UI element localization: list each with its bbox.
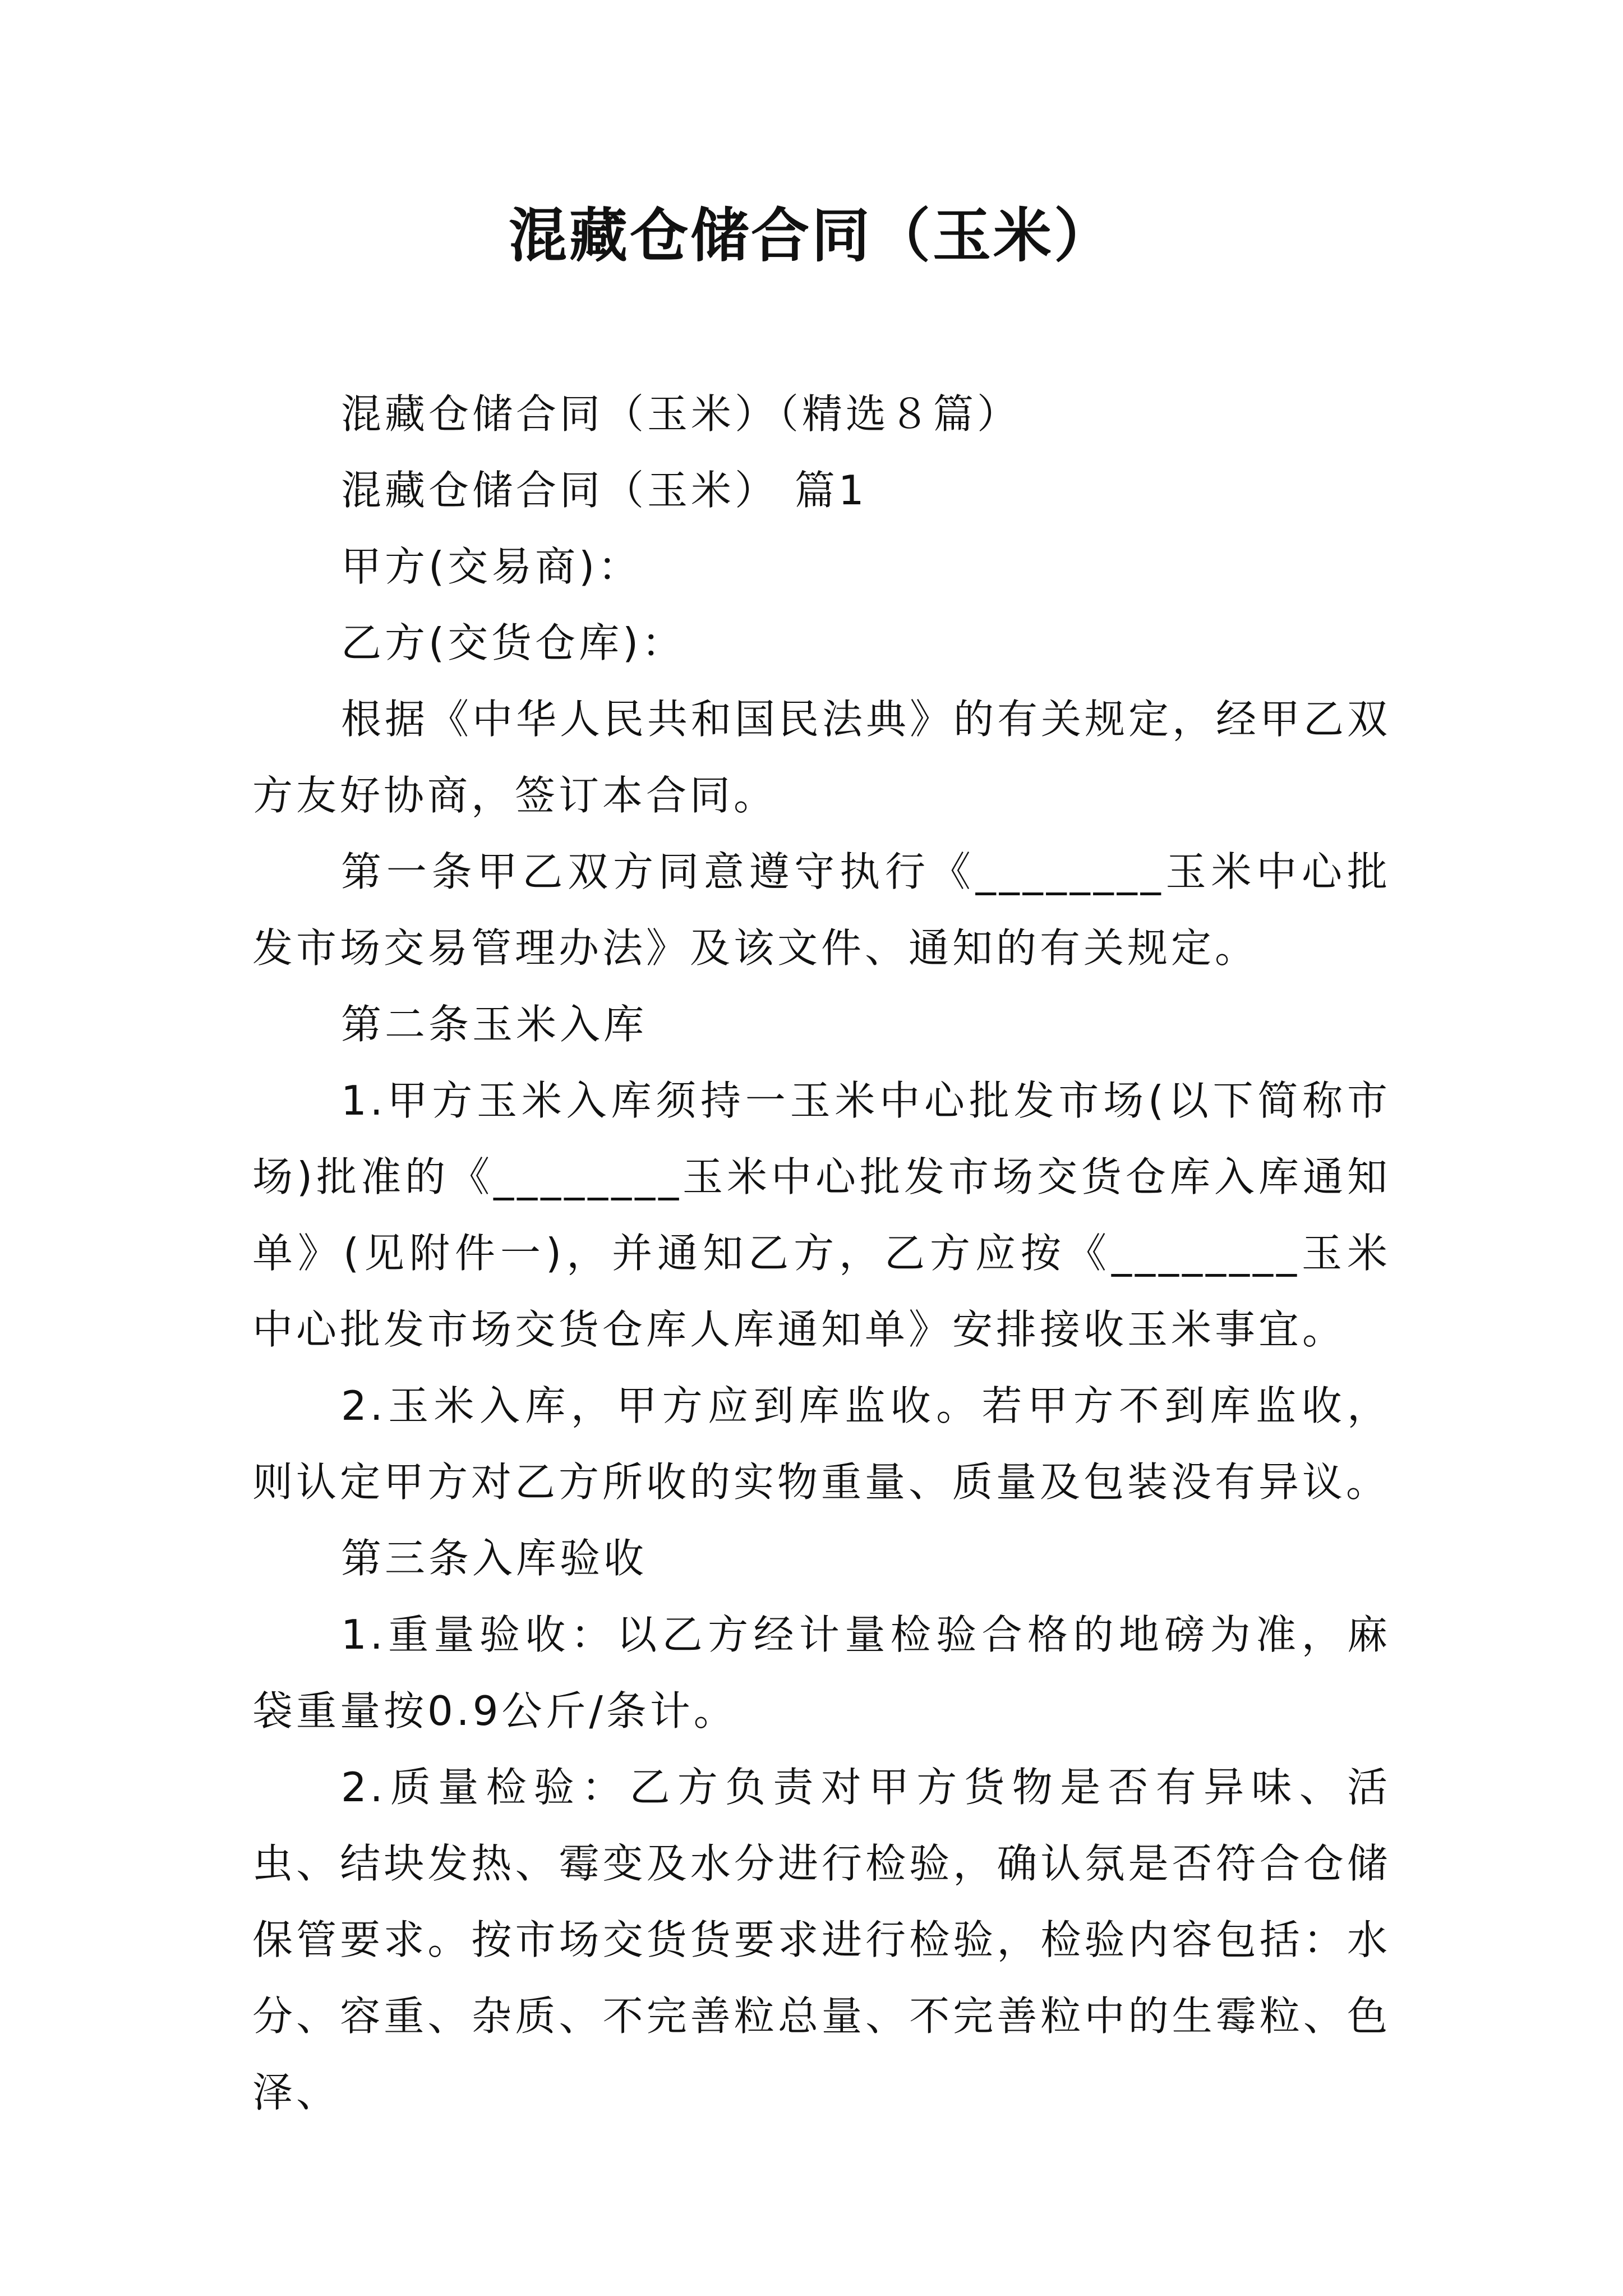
party-a-line: 甲方(交易商)： <box>341 543 642 590</box>
article-2-clause-2: 2.玉米入库，甲方应到库监收。若甲方不到库监收，则认定甲方对乙方所收的实物重量、质量及包装没有异议。 <box>252 1382 1391 1506</box>
subtitle-selection: 混藏仓储合同（玉米）（精选８篇） <box>341 390 1021 438</box>
article-2-clause-1: 1.甲方玉米入库须持一玉米中心批发市场(以下简称市场)批准的《________玉米中心批发市场交货仓库入库通知单》(见附件一)，并通知乙方，乙方应按《________玉米中心批发市场交货仓库人库通知单》安排接收玉米事宜。 <box>252 1077 1391 1353</box>
document-title: 混藏仓储合同（玉米） <box>508 201 1114 270</box>
article-2-heading: 第二条玉米入库 <box>341 1001 648 1048</box>
article-3-clause-2: 2.质量检验：乙方负责对甲方货物是否有异味、活虫、结块发热、霉变及水分进行检验，确认氛是否符合仓储保管要求。按市场交货货要求进行检验，检验内容包括：水分、容重、杂质、不完善粒总量、不完善粒中的生霉粒、色泽、 <box>252 1764 1391 2116</box>
article-3-clause-1: 1.重量验收：以乙方经计量检验合格的地磅为准，麻袋重量按0.9公斤/条计。 <box>252 1611 1391 1734</box>
preamble-paragraph: 根据《中华人民共和国民法典》的有关规定，经甲乙双方友好协商，签订本合同。 <box>252 696 1391 819</box>
document-body <box>252 376 1391 2131</box>
article-1-paragraph: 第一条甲乙双方同意遵守执行《________玉米中心批发市场交易管理办法》及该文件、通知的有关规定。 <box>252 848 1391 972</box>
section-heading-part-1: 混藏仓储合同（玉米） 篇1 <box>341 467 868 514</box>
article-3-heading: 第三条入库验收 <box>341 1535 648 1582</box>
party-b-line: 乙方(交货仓库)： <box>341 619 686 666</box>
